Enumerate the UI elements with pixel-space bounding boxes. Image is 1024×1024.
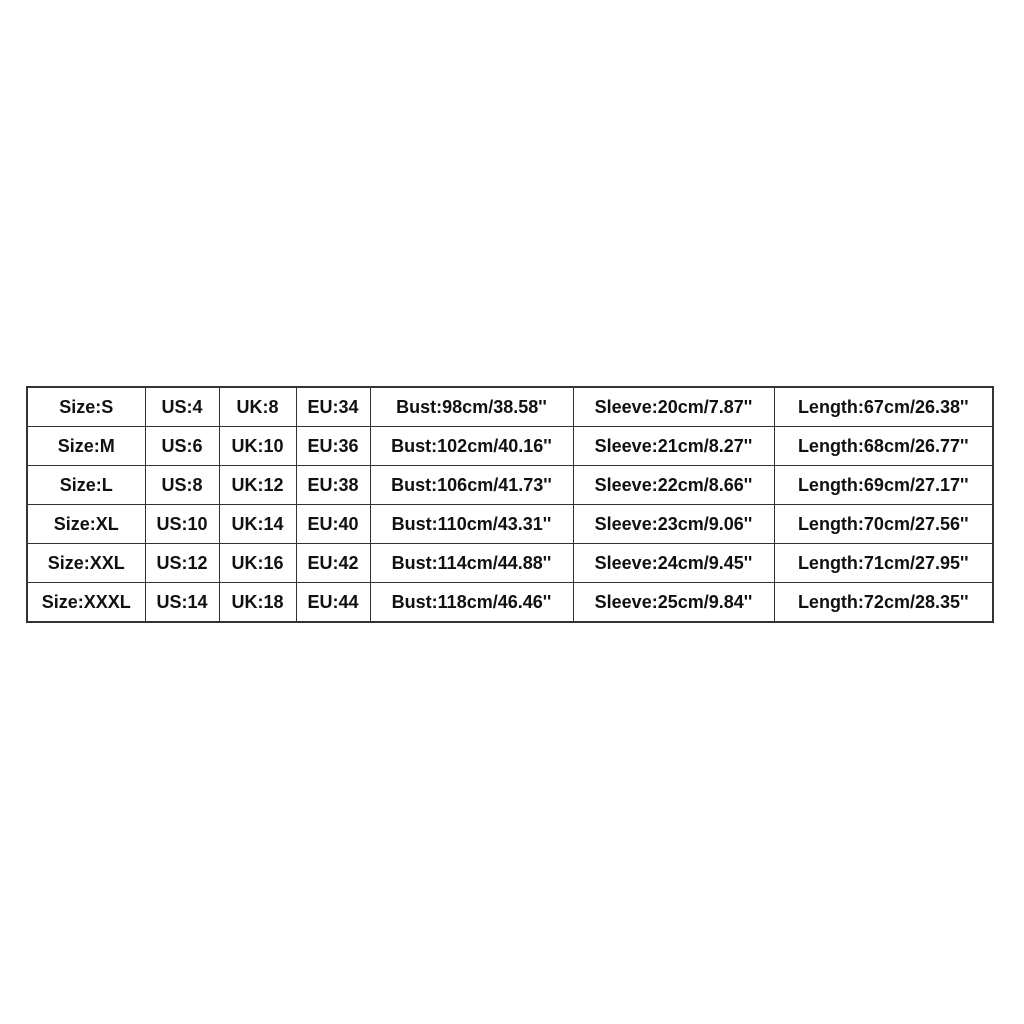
eu-size-cell: EU:34 — [296, 387, 370, 427]
length-cell: Length:68cm/26.77'' — [774, 427, 993, 466]
size-chart-body — [27, 387, 993, 622]
table-row — [27, 544, 993, 583]
bust-cell: Bust:114cm/44.88'' — [370, 544, 573, 583]
size-cell: Size:XL — [27, 505, 145, 544]
table-row — [27, 505, 993, 544]
uk-size-cell: UK:18 — [219, 583, 296, 623]
length-cell: Length:69cm/27.17'' — [774, 466, 993, 505]
size-chart-table — [26, 386, 994, 623]
size-cell: Size:S — [27, 387, 145, 427]
uk-size-cell: UK:12 — [219, 466, 296, 505]
bust-cell: Bust:118cm/46.46'' — [370, 583, 573, 623]
uk-size-cell: UK:10 — [219, 427, 296, 466]
sleeve-cell: Sleeve:25cm/9.84'' — [573, 583, 774, 623]
bust-cell: Bust:98cm/38.58'' — [370, 387, 573, 427]
eu-size-cell: EU:40 — [296, 505, 370, 544]
sleeve-cell: Sleeve:24cm/9.45'' — [573, 544, 774, 583]
table-row — [27, 583, 993, 623]
length-cell: Length:72cm/28.35'' — [774, 583, 993, 623]
length-cell: Length:70cm/27.56'' — [774, 505, 993, 544]
size-cell: Size:XXXL — [27, 583, 145, 623]
us-size-cell: US:4 — [145, 387, 219, 427]
eu-size-cell: EU:42 — [296, 544, 370, 583]
sleeve-cell: Sleeve:22cm/8.66'' — [573, 466, 774, 505]
bust-cell: Bust:110cm/43.31'' — [370, 505, 573, 544]
us-size-cell: US:10 — [145, 505, 219, 544]
us-size-cell: US:14 — [145, 583, 219, 623]
table-row — [27, 427, 993, 466]
eu-size-cell: EU:44 — [296, 583, 370, 623]
size-cell: Size:XXL — [27, 544, 145, 583]
sleeve-cell: Sleeve:21cm/8.27'' — [573, 427, 774, 466]
us-size-cell: US:12 — [145, 544, 219, 583]
us-size-cell: US:8 — [145, 466, 219, 505]
uk-size-cell: UK:14 — [219, 505, 296, 544]
size-cell: Size:M — [27, 427, 145, 466]
table-row — [27, 387, 993, 427]
size-cell: Size:L — [27, 466, 145, 505]
bust-cell: Bust:106cm/41.73'' — [370, 466, 573, 505]
bust-cell: Bust:102cm/40.16'' — [370, 427, 573, 466]
us-size-cell: US:6 — [145, 427, 219, 466]
uk-size-cell: UK:8 — [219, 387, 296, 427]
uk-size-cell: UK:16 — [219, 544, 296, 583]
length-cell: Length:67cm/26.38'' — [774, 387, 993, 427]
eu-size-cell: EU:38 — [296, 466, 370, 505]
sleeve-cell: Sleeve:20cm/7.87'' — [573, 387, 774, 427]
table-row — [27, 466, 993, 505]
length-cell: Length:71cm/27.95'' — [774, 544, 993, 583]
sleeve-cell: Sleeve:23cm/9.06'' — [573, 505, 774, 544]
eu-size-cell: EU:36 — [296, 427, 370, 466]
